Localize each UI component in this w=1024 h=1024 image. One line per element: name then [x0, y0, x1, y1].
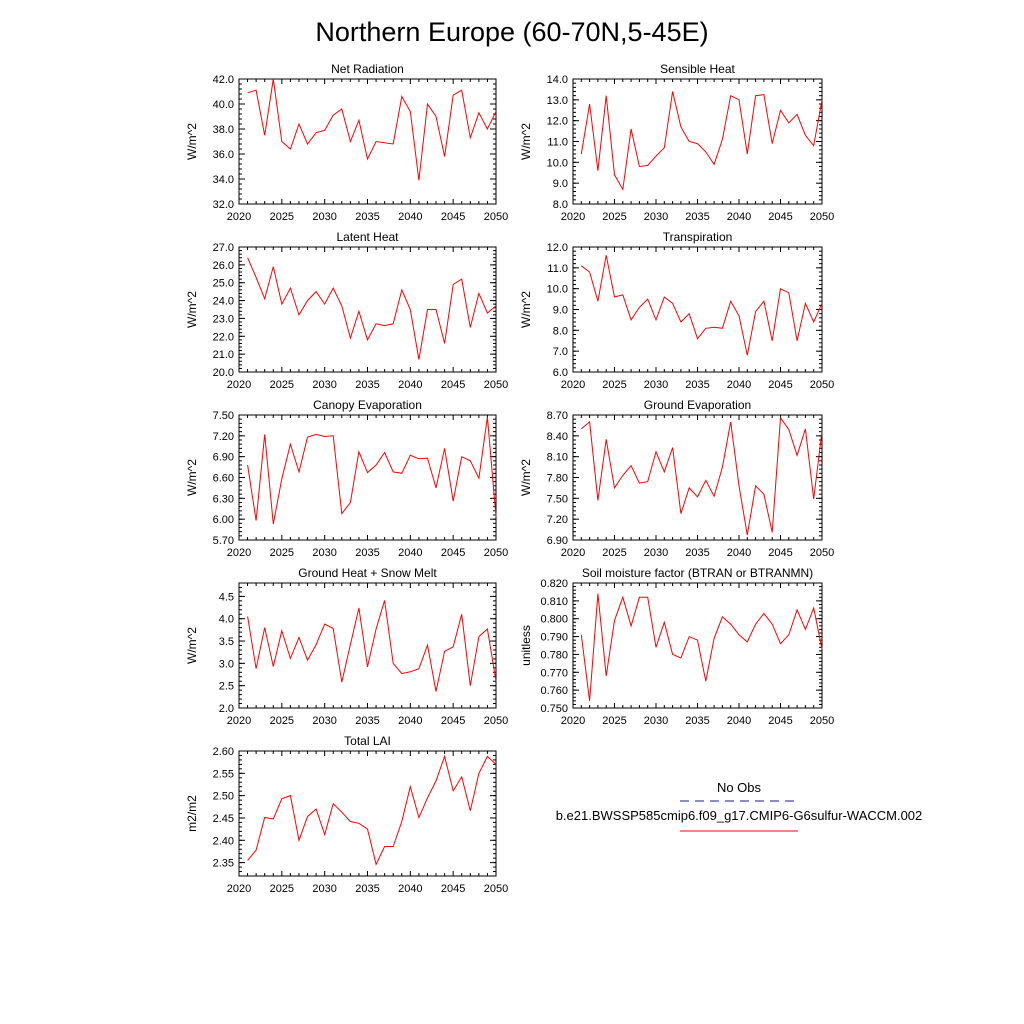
y-tick-label: 27.0	[212, 242, 234, 254]
panel-canopy-evaporation	[185, 398, 508, 559]
x-tick-label: 2045	[440, 883, 466, 895]
x-tick-label: 2030	[643, 547, 669, 559]
x-tick-label: 2045	[768, 547, 793, 559]
y-tick-label: 0.770	[540, 667, 568, 680]
y-tick-label: 36.0	[212, 149, 234, 161]
y-tick-label: 26.0	[212, 259, 234, 272]
legend	[556, 780, 923, 831]
series-line	[248, 600, 496, 691]
x-tick-label: 2030	[312, 211, 337, 223]
y-tick-label: 0.820	[540, 578, 568, 590]
y-tick-label: 10.0	[546, 157, 568, 170]
plot-frame	[239, 583, 496, 708]
y-tick-label: 20.0	[212, 367, 234, 379]
x-tick-label: 2035	[685, 379, 710, 391]
y-axis-label: unitless	[519, 625, 533, 666]
x-tick-label: 2020	[560, 211, 586, 223]
x-tick-label: 2045	[440, 379, 466, 391]
panel-title: Sensible Heat	[660, 62, 735, 76]
x-tick-label: 2025	[602, 211, 627, 223]
series-line	[248, 417, 496, 524]
x-tick-label: 2050	[809, 379, 835, 391]
y-tick-label: 13.0	[546, 94, 568, 107]
y-tick-label: 6.0	[552, 367, 568, 379]
y-tick-label: 12.0	[546, 242, 568, 254]
plot-frame	[573, 247, 822, 372]
x-tick-label: 2040	[726, 547, 752, 559]
panel-title: Canopy Evaporation	[313, 398, 422, 412]
x-tick-label: 2020	[226, 379, 252, 391]
panel-title: Transpiration	[662, 230, 733, 244]
y-axis-label: m2/m2	[185, 795, 199, 832]
y-tick-label: 2.35	[212, 857, 234, 870]
y-tick-label: 42.0	[212, 74, 234, 86]
y-tick-label: 34.0	[212, 174, 234, 186]
x-tick-label: 2035	[355, 379, 380, 391]
series-line	[248, 79, 496, 180]
y-tick-label: 2.5	[218, 680, 234, 693]
y-tick-label: 6.00	[212, 514, 234, 527]
series-line	[248, 756, 496, 864]
y-tick-label: 32.0	[212, 199, 234, 211]
panel-net-radiation	[185, 62, 508, 223]
series-line	[248, 258, 496, 360]
y-tick-label: 0.780	[540, 649, 568, 662]
y-tick-label: 21.0	[212, 349, 234, 362]
panel-ground-heat-snow-melt	[185, 566, 508, 727]
x-tick-label: 2025	[602, 379, 627, 391]
x-tick-label: 2045	[440, 715, 466, 727]
panel-transpiration	[519, 230, 834, 391]
x-tick-label: 2025	[269, 715, 295, 727]
x-tick-label: 2030	[312, 547, 337, 559]
x-tick-label: 2030	[643, 379, 669, 391]
x-tick-label: 2020	[226, 715, 252, 727]
series-line	[581, 418, 822, 535]
x-tick-label: 2035	[685, 547, 710, 559]
x-tick-label: 2050	[483, 379, 509, 391]
plot-frame	[239, 751, 496, 876]
x-tick-label: 2040	[398, 547, 423, 559]
y-tick-label: 5.70	[212, 535, 234, 547]
x-tick-label: 2040	[398, 379, 423, 391]
y-tick-label: 2.50	[212, 790, 234, 803]
x-tick-label: 2045	[440, 211, 466, 223]
plot-frame	[573, 79, 822, 204]
y-tick-label: 0.760	[540, 685, 568, 698]
x-tick-label: 2045	[768, 211, 793, 223]
panel-title: Net Radiation	[331, 62, 404, 76]
legend-obs-label: No Obs	[716, 780, 762, 795]
y-tick-label: 7.20	[212, 430, 234, 443]
x-tick-label: 2050	[483, 883, 509, 895]
x-tick-label: 2035	[355, 883, 380, 895]
y-tick-label: 8.70	[546, 410, 568, 422]
y-axis-label: W/m^2	[519, 459, 533, 496]
x-tick-label: 2040	[398, 715, 423, 727]
y-tick-label: 38.0	[212, 124, 234, 136]
panel-sensible-heat	[519, 62, 834, 223]
x-tick-label: 2020	[560, 547, 586, 559]
y-tick-label: 7.50	[212, 410, 234, 422]
x-tick-label: 2050	[809, 547, 835, 559]
y-tick-label: 8.10	[546, 451, 568, 464]
x-tick-label: 2045	[440, 547, 466, 559]
y-tick-label: 2.45	[212, 812, 234, 825]
y-axis-label: W/m^2	[519, 291, 533, 328]
x-tick-label: 2035	[355, 211, 380, 223]
y-tick-label: 4.0	[218, 613, 234, 626]
y-axis-label: W/m^2	[185, 459, 199, 496]
y-tick-label: 0.790	[540, 631, 568, 644]
y-axis-label: W/m^2	[185, 123, 199, 160]
x-tick-label: 2025	[269, 379, 295, 391]
y-tick-label: 0.800	[540, 613, 568, 626]
series-line	[581, 255, 822, 355]
y-tick-label: 2.0	[218, 703, 234, 715]
plot-frame	[239, 247, 496, 372]
x-tick-label: 2040	[726, 715, 752, 727]
y-tick-label: 25.0	[212, 277, 234, 290]
y-tick-label: 40.0	[212, 99, 234, 111]
y-tick-label: 8.40	[546, 430, 568, 443]
y-tick-label: 7.0	[552, 346, 568, 359]
x-tick-label: 2035	[685, 211, 710, 223]
y-tick-label: 2.40	[212, 835, 234, 848]
x-tick-label: 2030	[643, 211, 669, 223]
x-tick-label: 2040	[398, 883, 423, 895]
plot-frame	[239, 79, 496, 204]
x-tick-label: 2025	[602, 547, 627, 559]
y-tick-label: 8.0	[552, 325, 568, 338]
x-tick-label: 2030	[643, 715, 669, 727]
x-tick-label: 2030	[312, 883, 337, 895]
series-line	[581, 92, 822, 190]
y-tick-label: 0.750	[540, 703, 568, 715]
y-tick-label: 12.0	[546, 115, 568, 128]
x-tick-label: 2030	[312, 379, 337, 391]
y-tick-label: 10.0	[546, 283, 568, 296]
y-tick-label: 6.90	[212, 451, 234, 464]
x-tick-label: 2050	[809, 715, 835, 727]
y-tick-label: 11.0	[547, 136, 568, 149]
panel-title: Ground Evaporation	[643, 398, 752, 412]
x-tick-label: 2050	[483, 211, 509, 223]
page-title: Northern Europe (60-70N,5-45E)	[315, 17, 709, 47]
x-tick-label: 2045	[768, 715, 793, 727]
x-tick-label: 2035	[685, 715, 710, 727]
x-tick-label: 2020	[226, 547, 252, 559]
y-tick-label: 24.0	[212, 295, 234, 308]
x-tick-label: 2020	[560, 715, 586, 727]
y-tick-label: 8.0	[552, 199, 568, 211]
x-tick-label: 2025	[269, 211, 295, 223]
x-tick-label: 2035	[355, 715, 380, 727]
x-tick-label: 2045	[768, 379, 793, 391]
panel-soil-moisture-factor-btran-or-btranmn	[519, 566, 834, 727]
plot-frame	[573, 415, 822, 540]
x-tick-label: 2020	[226, 211, 252, 223]
x-tick-label: 2020	[560, 379, 586, 391]
panel-latent-heat	[185, 230, 508, 391]
y-tick-label: 3.5	[218, 636, 234, 649]
y-tick-label: 9.0	[552, 304, 568, 317]
y-tick-label: 14.0	[546, 74, 568, 86]
y-tick-label: 7.50	[546, 493, 568, 506]
panel-total-lai	[185, 734, 508, 895]
y-tick-label: 23.0	[212, 313, 234, 326]
x-tick-label: 2025	[269, 883, 295, 895]
y-tick-label: 0.810	[540, 595, 568, 608]
x-tick-label: 2040	[726, 379, 752, 391]
x-tick-label: 2050	[483, 547, 509, 559]
y-tick-label: 6.30	[212, 493, 234, 506]
y-tick-label: 2.60	[212, 746, 234, 758]
y-tick-label: 7.20	[546, 514, 568, 527]
panel-ground-evaporation	[519, 398, 834, 559]
y-axis-label: W/m^2	[185, 627, 199, 664]
legend-model-label: b.e21.BWSSP585cmip6.f09_g17.CMIP6-G6sulfur-WACCM.002	[555, 808, 923, 823]
y-axis-label: W/m^2	[185, 291, 199, 328]
y-tick-label: 3.0	[218, 658, 234, 671]
y-tick-label: 6.60	[212, 472, 234, 485]
panel-title: Ground Heat + Snow Melt	[298, 566, 437, 580]
panel-title: Total LAI	[344, 734, 391, 748]
x-tick-label: 2040	[398, 211, 423, 223]
y-tick-label: 9.0	[552, 178, 568, 191]
x-tick-label: 2030	[312, 715, 337, 727]
y-tick-label: 11.0	[547, 262, 568, 275]
x-tick-label: 2025	[269, 547, 295, 559]
y-axis-label: W/m^2	[519, 123, 533, 160]
y-tick-label: 22.0	[212, 331, 234, 344]
y-tick-label: 7.80	[546, 472, 568, 485]
panel-title: Soil moisture factor (BTRAN or BTRANMN)	[581, 566, 814, 580]
series-line	[581, 594, 822, 701]
x-tick-label: 2050	[483, 715, 509, 727]
x-tick-label: 2035	[355, 547, 380, 559]
x-tick-label: 2050	[809, 211, 835, 223]
y-tick-label: 2.55	[212, 768, 234, 781]
x-tick-label: 2040	[726, 211, 752, 223]
y-tick-label: 6.90	[546, 535, 568, 547]
x-tick-label: 2020	[226, 883, 252, 895]
x-tick-label: 2025	[602, 715, 627, 727]
panel-title: Latent Heat	[336, 230, 399, 244]
y-tick-label: 4.5	[218, 591, 234, 604]
chart-panels	[185, 62, 834, 895]
